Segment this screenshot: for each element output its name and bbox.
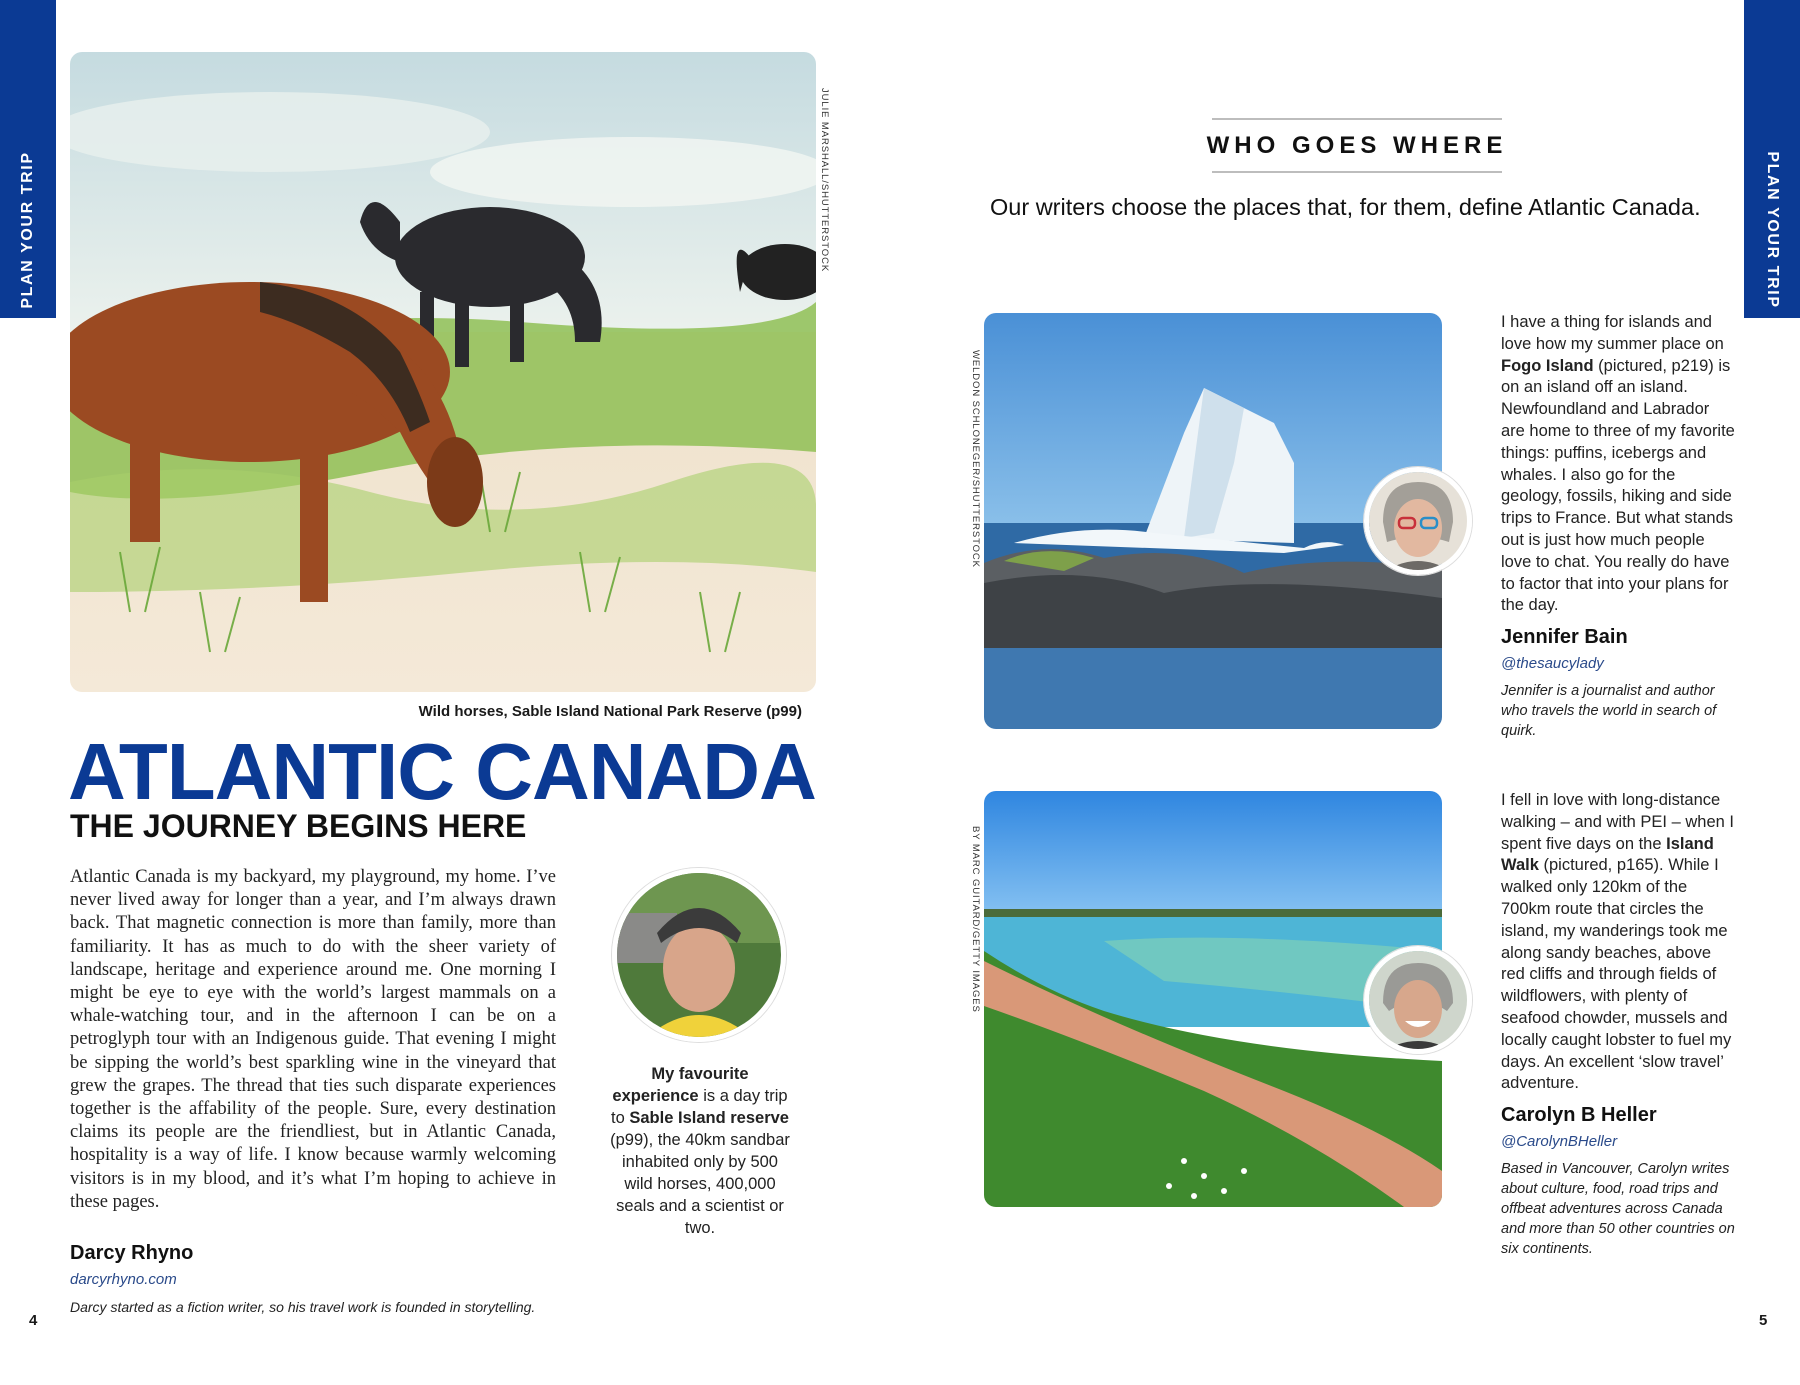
writer-portrait-jennifer: [1364, 467, 1472, 575]
page-subheadline: THE JOURNEY BEGINS HERE: [70, 808, 527, 844]
writer-text-2: [1501, 790, 1737, 1095]
page-headline: ATLANTIC CANADA: [68, 727, 816, 816]
section-tab-label: PLAN YOUR TRIP: [19, 151, 36, 309]
author-website-link[interactable]: darcyrhyno.com: [70, 1271, 177, 1288]
writer-bio-1: Jennifer is a journalist and author who travels the world in search of quirk.: [1501, 683, 1717, 739]
writer-text-1-part-2: (pictured, p219) is on an island off an island. Newfoundland and Labrador are home to three of my favorite things: puffins, icebergs and whales. I also go for the geology, fossils, hiking and side trips to France. But what stands out is just how much people love to chat. You really do have to factor that into your plans for the day.: [1501, 356, 1735, 615]
author-bio: Darcy started as a fiction writer, so his travel work is founded in storytelling.: [70, 1299, 536, 1315]
intro-body-text: Atlantic Canada is my backyard, my playground, my home. I’ve never lived away for longer than a year, and I’m always drawn back. That magnetic connection is more than family, more than familiarity. It has as much to do with the sheer variety of landscape, heritage and experience around me. One morning I might be eye to eye with the world’s largest mammals on a whale-watching tour, and in the afternoon I can be on a petroglyph tour with an Indigenous guide. That evening I might be sipping the world’s best sparkling wine in the vineyard that grew the grapes. The thread that ties such disparate experiences together is the affability of the people. Sure, every destination claims its people are the friendliest, but in Atlantic Canada, hospitality is a way of life. I know because warmly welcoming visitors is in my blood, and it’s what I’m hoping to achieve in these pages.: [70, 867, 556, 1212]
hero-photo-credit: JULIE MARSHALL/SHUTTERSTOCK: [819, 88, 830, 273]
writer-text-2-part-1: I fell in love with long-distance walking – and with PEI – when I spent five days on the: [1501, 791, 1734, 853]
writer-handle-1[interactable]: @thesaucylady: [1501, 655, 1604, 672]
writer-bio-2: Based in Vancouver, Carolyn writes about culture, food, road trips and offbeat adventures across Canada and more than 50 other countries on six continents.: [1501, 1161, 1735, 1257]
page-number-right: 5: [1759, 1312, 1768, 1329]
page-number-left: 4: [29, 1312, 38, 1329]
writer-text-1: [1501, 312, 1737, 617]
writer-place-2: Island Walk: [1501, 834, 1714, 875]
section-subtitle: Our writers choose the places that, for them, define Atlantic Canada.: [990, 194, 1701, 220]
writer-photo-credit-1: WELDON SCHLONEGER/SHUTTERSTOCK: [970, 350, 981, 568]
hero-photo-wild-horses: [70, 52, 816, 692]
favourite-text-1: is a day trip to: [611, 1087, 788, 1127]
author-portrait-darcy: [612, 868, 786, 1042]
writer-place-1: Fogo Island: [1501, 356, 1594, 375]
writer-text-1-part-1: I have a thing for islands and love how my summer place on: [1501, 313, 1724, 353]
writer-text-2-part-2: (pictured, p165). While I walked only 120km of the 700km route that circles the island, my wanderings took me along sandy beaches, above red cliffs and through fields of wildflowers, with plenty of seafood chowder, mussels and locally caught lobster to fuel my days. An excellent ‘slow travel’ adventure.: [1501, 856, 1732, 1093]
section-tab-left: [0, 0, 56, 318]
section-title-rule-bottom: [1212, 171, 1502, 173]
section-title-rule-top: [1212, 118, 1502, 120]
writer-name-2: Carolyn B Heller: [1501, 1104, 1657, 1126]
writer-portrait-carolyn: [1364, 946, 1472, 1054]
section-title: WHO GOES WHERE: [1206, 132, 1508, 159]
favourite-place: Sable Island reserve: [629, 1109, 789, 1127]
author-name: Darcy Rhyno: [70, 1242, 194, 1264]
writer-name-1: Jennifer Bain: [1501, 626, 1628, 648]
favourite-text-2: (p99), the 40km sandbar inhabited only by 500 wild horses, 400,000 seals and a scientist or two.: [610, 1131, 790, 1237]
hero-caption: Wild horses, Sable Island National Park Reserve (p99): [418, 703, 802, 720]
section-tab-label: PLAN YOUR TRIP: [1764, 151, 1781, 309]
section-tab-right: [1744, 0, 1800, 318]
favourite-experience: [608, 1063, 792, 1239]
writer-handle-2[interactable]: @CarolynBHeller: [1501, 1133, 1618, 1150]
writer-photo-credit-2: BY MARC GUITARD/GETTY IMAGES: [970, 826, 981, 1013]
favourite-lead: My favourite experience: [612, 1065, 749, 1105]
